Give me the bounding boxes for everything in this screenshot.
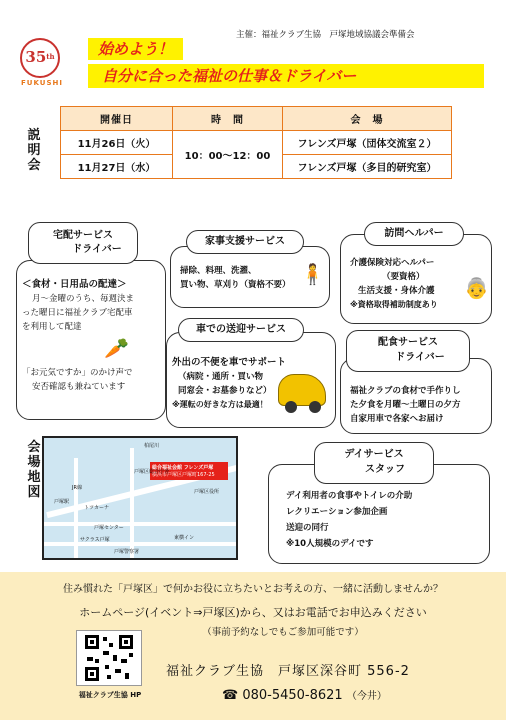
delivery-line2: 月〜金曜のうち、毎週決ま	[32, 294, 135, 304]
row-time: 10：00〜12：00	[173, 131, 283, 179]
qr-label: 福祉クラブ生協 HP	[78, 691, 142, 699]
meal-tab	[346, 330, 470, 372]
footer-phone[interactable]	[222, 687, 387, 703]
map-label-totsukana: トツカーナ	[84, 505, 110, 511]
delivery-line5: 「お元気ですか」のかけ声で	[22, 368, 133, 378]
briefing-label: 説明会	[27, 128, 41, 173]
delivery-tab-line2: ドライバー	[72, 244, 122, 255]
map-label: 会場地図	[27, 440, 41, 500]
delivery-tab-line1: 宅配サービス	[53, 230, 113, 241]
row-date: 11月27日（水）	[61, 155, 173, 179]
logo-number: 35	[25, 48, 47, 66]
housework-line1: 掃除、料理、洗濯、	[180, 266, 257, 276]
homehelper-line2: （要資格）	[382, 272, 425, 282]
footer-invite: 住み慣れた「戸塚区」で何かお役に立ちたいとお考えの方、一緒に活動しませんか？	[63, 584, 443, 595]
map-label-center: 戸塚センター	[94, 525, 124, 531]
phone-icon: ☎	[222, 688, 239, 703]
header-venue: 会 場	[283, 107, 452, 131]
map-label-river: 柏尾川	[144, 443, 160, 449]
row-venue: フレンズ戸塚（団体交流室２）	[283, 131, 452, 155]
map-label-police: 戸塚警察署	[114, 549, 140, 555]
dayservice-line1: デイ利用者の食事やトイレの介助	[286, 491, 413, 501]
dayservice-tab-line1: デイサービス	[344, 449, 404, 460]
transport-line1: 外出の不便を車でサポート	[172, 357, 287, 368]
meal-line1: 福祉クラブの食材で手作りし	[350, 386, 461, 396]
row-date: 11月26日（火）	[61, 131, 173, 155]
dayservice-tab-line2: スタッフ	[365, 464, 405, 475]
homehelper-line3: 生活支援・身体介護	[358, 286, 435, 296]
map-label-station: 戸塚駅	[54, 499, 70, 505]
phone-number: 080-5450-8621	[242, 688, 343, 703]
dayservice-tab	[314, 442, 434, 484]
delivery-line1: ＜食材・日用品の配達＞	[22, 279, 127, 290]
header-date: 開催日	[61, 107, 173, 131]
map-venue-line1: 総合福祉会館 フレンズ戸塚	[152, 465, 214, 471]
schedule-table	[60, 106, 452, 179]
transport-line2: （病院・通所・買い物	[178, 372, 264, 382]
elderly-icon: 👵	[464, 276, 489, 300]
housework-line2: 買い物、草刈り（資格不要）	[180, 280, 291, 290]
header-time: 時 間	[173, 107, 283, 131]
homehelper-line1: 介護保険対応ヘルパー	[350, 258, 435, 268]
meal-tab-line2: ドライバー	[395, 352, 445, 363]
dayservice-line3: 送迎の同行	[286, 523, 329, 533]
transport-line3: 同窓会・お墓参りなど）	[178, 386, 272, 396]
title-line-2: 自分に合った福祉の仕事＆ドライバー	[88, 64, 484, 88]
organizer-text: 主催：福祉クラブ生協 戸塚地域協議会準備会	[236, 30, 415, 40]
table-row	[61, 131, 452, 155]
dayservice-line2: レクリエーション参加企画	[286, 507, 388, 517]
delivery-line6: 安否確認も兼ねています	[32, 382, 126, 392]
logo-subtext: FUKUSHI	[21, 79, 63, 87]
delivery-tab	[28, 222, 138, 264]
map-label-jr: JR線	[72, 485, 82, 491]
map-label-ward: 戸塚区役所	[194, 489, 220, 495]
car-icon	[278, 374, 326, 406]
meal-line3: 自家用車で各家へお届け	[350, 414, 444, 424]
map-label-office: 戸塚区総合庁舎	[134, 469, 170, 475]
footer-organization: 福祉クラブ生協 戸塚区深谷町 556-2	[166, 664, 410, 679]
homehelper-line4: ※資格取得補助制度あり	[350, 300, 438, 309]
delivery-line4: を利用して配達	[22, 322, 82, 332]
logo-suffix: th	[46, 52, 55, 61]
transport-tab: 車での送迎サービス	[178, 318, 304, 342]
housework-tab: 家事支援サービス	[186, 230, 304, 254]
footer-note: （事前予約なしでもご参加可能です）	[202, 627, 364, 638]
qr-code[interactable]	[76, 630, 142, 686]
homehelper-tab: 訪問ヘルパー	[364, 222, 464, 246]
meal-line2: た夕食を月曜〜土曜日の夕方	[350, 400, 461, 410]
row-venue: フレンズ戸塚（多目的研究室）	[283, 155, 452, 179]
dayservice-line4: ※10人規模のデイです	[286, 539, 374, 549]
vegetables-icon: 🥕	[104, 336, 129, 360]
transport-line4: ※運転の好きな方は最適！	[172, 400, 268, 409]
footer-apply: ホームページ(イベント⇒戸塚区)から、又はお電話でお申込みください	[79, 606, 427, 619]
venue-map	[42, 436, 238, 560]
map-label-sacrus: サクラス戸塚	[80, 537, 110, 543]
title-line-1: 始めよう！	[88, 38, 183, 60]
delivery-line3: った曜日に福祉クラブ宅配車	[22, 308, 133, 318]
person-icon: 🧍	[300, 262, 325, 286]
phone-contact-name: （今井）	[346, 691, 387, 702]
map-venue-line2: 横浜市戸塚区戸塚町167-25	[152, 472, 215, 478]
anniversary-logo	[14, 38, 74, 86]
meal-tab-line1: 配食サービス	[378, 337, 438, 348]
map-label-toyoko: 東横イン	[174, 535, 195, 541]
